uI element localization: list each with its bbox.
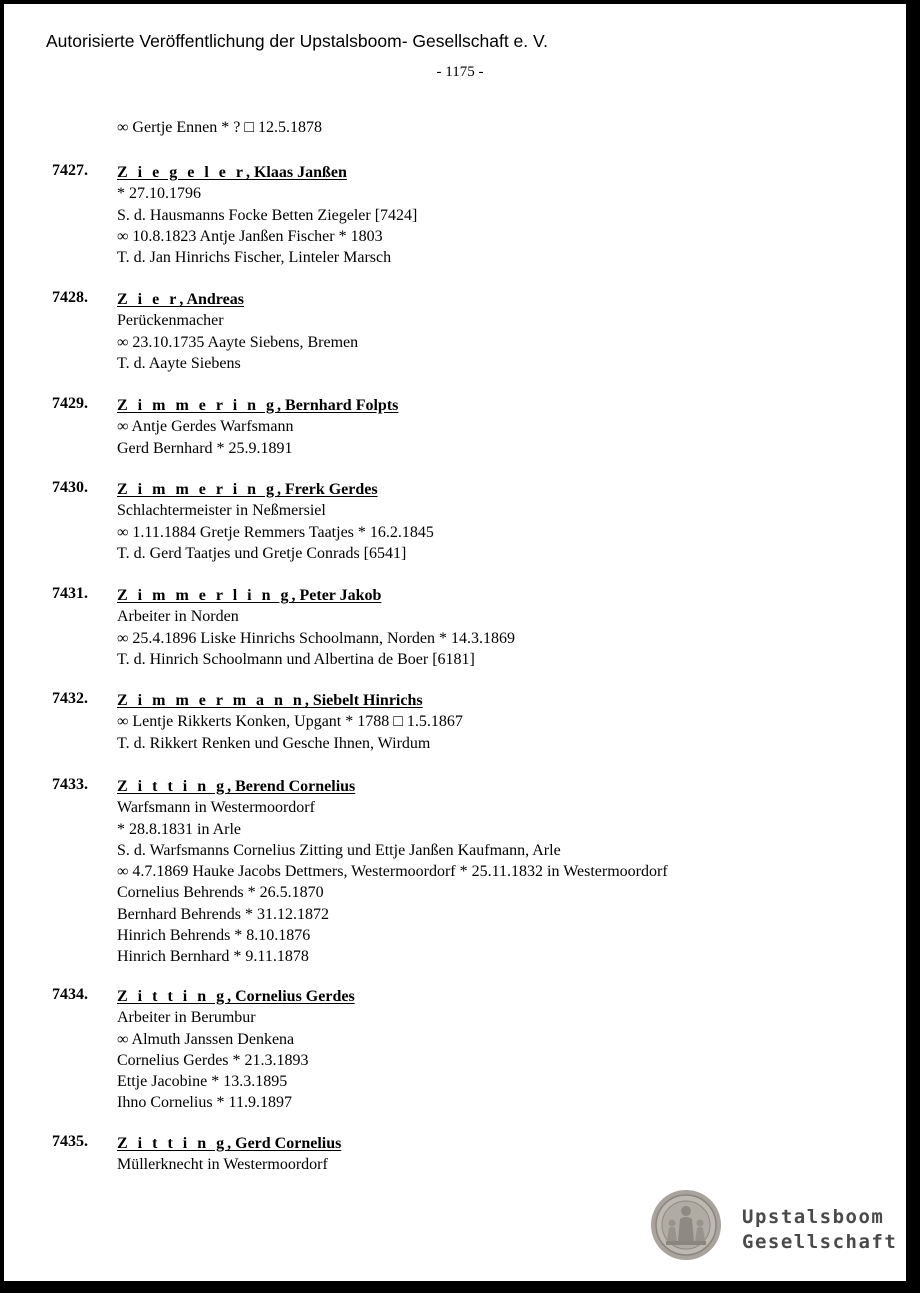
entry-surname: Z i m m e r m a n n <box>117 692 305 709</box>
entry-detail-line: S. d. Hausmanns Focke Betten Ziegeler [7424] <box>117 206 418 224</box>
entry-given-names: , Andreas <box>179 291 244 308</box>
entry-body <box>117 289 358 374</box>
entry-detail-line: Arbeiter in Norden <box>117 608 239 626</box>
entry-name <box>117 162 417 183</box>
entry-number: 7434. <box>52 986 88 1003</box>
page-header-title: Autorisierte Veröffentlichung der Upstalsboom- Gesellschaft e. V. <box>46 31 548 51</box>
entry-given-names: , Siebelt Hinrichs <box>304 692 423 709</box>
entry-surname: Z i m m e r i n g <box>117 481 278 498</box>
entry-detail-line: Arbeiter in Berumbur <box>117 1009 256 1027</box>
entry-detail-line: ∞ 1.11.1884 Gretje Remmers Taatjes * 16.2.1845 <box>117 523 434 541</box>
entry-number: 7433. <box>52 776 88 793</box>
entry-body <box>117 776 668 968</box>
entry-name <box>117 1133 341 1154</box>
entry-detail-line: Hinrich Behrends * 8.10.1876 <box>117 927 311 945</box>
entry-body <box>117 1133 341 1176</box>
entry-detail-line: Gerd Bernhard * 25.9.1891 <box>117 439 293 457</box>
entry-surname: Z i t t i n g <box>117 988 228 1005</box>
entry-detail-line: ∞ Almuth Janssen Denkena <box>117 1030 295 1048</box>
entry-surname: Z i m m e r l i n g <box>117 587 292 604</box>
entry-detail-line: Warfsmann in Westermoordorf <box>117 799 315 817</box>
logo-text-upstalsboom: Upstalsboom <box>742 1206 885 1228</box>
entry-detail-line: Hinrich Bernhard * 9.11.1878 <box>117 948 309 966</box>
entry-detail-line: ∞ 10.8.1823 Antje Janßen Fischer * 1803 <box>117 227 383 245</box>
society-logo <box>650 1189 900 1265</box>
entry-detail-line: S. d. Warfsmanns Cornelius Zitting und Ettje Janßen Kaufmann, Arle <box>117 841 561 859</box>
entry-body <box>117 690 463 754</box>
entry-detail-line: T. d. Rikkert Renken und Gesche Ihnen, Wirdum <box>117 734 431 752</box>
page-number: - 1175 - <box>436 64 484 80</box>
entry-detail-line: Ettje Jacobine * 13.3.1895 <box>117 1073 288 1091</box>
entry-name <box>117 289 358 310</box>
entry-detail-line: * 27.10.1796 <box>117 185 201 203</box>
entry-detail-line: * 28.8.1831 in Arle <box>117 820 241 838</box>
entry-given-names: , Bernhard Folpts <box>277 397 399 414</box>
entry-given-names: , Gerd Cornelius <box>227 1135 342 1152</box>
entry-detail-line: Müllerknecht in Westermoordorf <box>117 1156 328 1174</box>
entry-given-names: , Frerk Gerdes <box>277 481 378 498</box>
entry-number: 7432. <box>52 690 88 707</box>
entry-detail-line: ∞ Lentje Rikkerts Konken, Upgant * 1788 □ 1.5.1867 <box>117 713 463 731</box>
entry-detail-line: Cornelius Gerdes * 21.3.1893 <box>117 1051 309 1069</box>
entry-number: 7427. <box>52 162 88 179</box>
entry-name <box>117 690 463 711</box>
entry-surname: Z i t t i n g <box>117 778 228 795</box>
entry-surname: Z i e r <box>117 291 180 308</box>
entry-detail-line: ∞ 4.7.1869 Hauke Jacobs Dettmers, Westermoordorf * 25.11.1832 in Westermoordorf <box>117 863 668 881</box>
entry-given-names: , Cornelius Gerdes <box>227 988 355 1005</box>
entry-detail-line: Schlachtermeister in Neßmersiel <box>117 502 326 520</box>
entry-detail-line: ∞ 23.10.1735 Aayte Siebens, Bremen <box>117 333 359 351</box>
entry-detail-line: T. d. Gerd Taatjes und Gretje Conrads [6541] <box>117 544 407 562</box>
entry-detail-line: T. d. Hinrich Schoolmann und Albertina de Boer [6181] <box>117 650 475 668</box>
entry-number: 7435. <box>52 1133 88 1150</box>
entry-detail-line: Cornelius Behrends * 26.5.1870 <box>117 884 324 902</box>
entry-detail-line: Bernhard Behrends * 31.12.1872 <box>117 905 329 923</box>
entry-body <box>117 479 434 564</box>
entry-surname: Z i e g e l e r <box>117 164 246 181</box>
entry-number: 7429. <box>52 395 88 412</box>
entry-body <box>117 395 398 459</box>
entry-given-names: , Klaas Janßen <box>245 164 347 181</box>
entry-name <box>117 776 668 797</box>
entry-name <box>117 479 434 500</box>
entry-detail-line: T. d. Jan Hinrichs Fischer, Linteler Marsch <box>117 249 392 267</box>
continued-entry-line: ∞ Gertje Ennen * ? □ 12.5.1878 <box>117 119 323 136</box>
entry-number: 7428. <box>52 289 88 306</box>
entry-name <box>117 395 398 416</box>
entry-number: 7431. <box>52 585 88 602</box>
seal-icon <box>650 1189 722 1261</box>
entry-surname: Z i m m e r i n g <box>117 397 278 414</box>
entry-given-names: , Berend Cornelius <box>227 778 356 795</box>
entry-number: 7430. <box>52 479 88 496</box>
entry-detail-line: T. d. Aayte Siebens <box>117 354 241 372</box>
logo-text-gesellschaft: Gesellschaft <box>742 1231 898 1253</box>
entry-given-names: , Peter Jakob <box>291 587 382 604</box>
entry-body <box>117 986 355 1114</box>
entry-name <box>117 986 355 1007</box>
entry-body <box>117 162 417 268</box>
entry-detail-line: Perückenmacher <box>117 312 224 330</box>
entry-detail-line: Ihno Cornelius * 11.9.1897 <box>117 1094 292 1112</box>
entry-detail-line: ∞ 25.4.1896 Liske Hinrichs Schoolmann, Norden * 14.3.1869 <box>117 629 516 647</box>
entry-body <box>117 585 515 670</box>
entry-surname: Z i t t i n g <box>117 1135 228 1152</box>
entry-detail-line: ∞ Antje Gerdes Warfsmann <box>117 418 294 436</box>
entry-name <box>117 585 515 606</box>
